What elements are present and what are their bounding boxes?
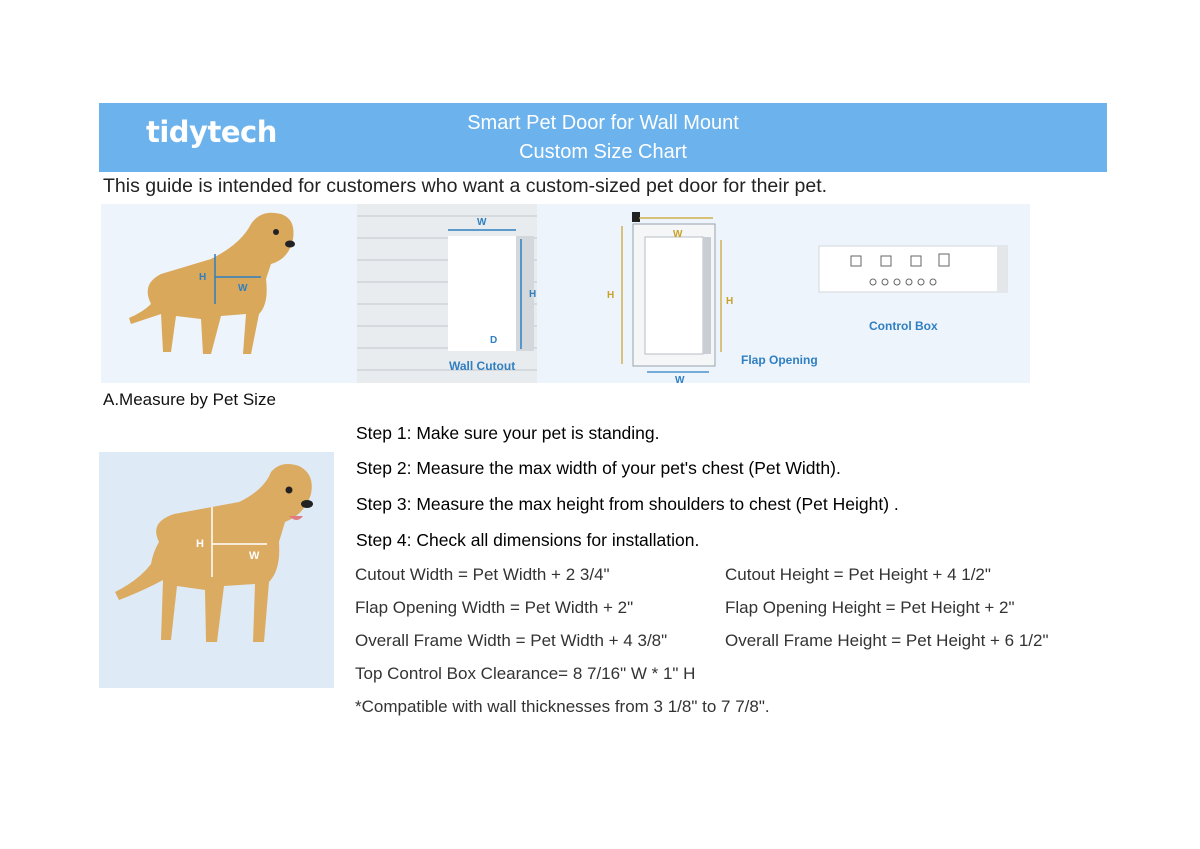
step-2: Step 2: Measure the max width of your pet's chest (Pet Width).	[356, 458, 841, 478]
dog-w-label: W	[238, 283, 248, 294]
step-4: Step 4: Check all dimensions for installation.	[356, 530, 700, 550]
wall-d-label: D	[490, 335, 498, 346]
wall-cutout-caption: Wall Cutout	[449, 359, 516, 373]
frame-width-formula: Overall Frame Width = Pet Width + 4 3/8"	[355, 631, 668, 650]
wall-cutout-diagram	[357, 204, 537, 383]
control-box-caption: Control Box	[869, 319, 938, 333]
diagram-strip	[101, 204, 1030, 383]
compatibility-note: *Compatible with wall thicknesses from 3 1/8" to 7 7/8".	[355, 697, 770, 716]
header-banner	[99, 103, 1107, 172]
page-subtitle: Custom Size Chart	[519, 141, 687, 163]
wall-w-label: W	[477, 217, 487, 228]
frame-w-bottom-label: W	[675, 375, 685, 383]
frame-h-inner-label: H	[726, 296, 734, 307]
dog-h-label: H	[199, 272, 207, 283]
wall-h-label: H	[529, 289, 537, 300]
control-box-diagram	[819, 246, 1007, 292]
large-dog-panel	[99, 452, 334, 688]
page-title: Smart Pet Door for Wall Mount	[467, 112, 739, 134]
step-3: Step 3: Measure the max height from shoulders to chest (Pet Height) .	[356, 494, 899, 514]
frame-height-formula: Overall Frame Height = Pet Height + 6 1/2"	[725, 631, 1049, 650]
large-dog-w-label: W	[249, 550, 260, 562]
cutout-width-formula: Cutout Width = Pet Width + 2 3/4"	[355, 565, 610, 584]
brand-logo: tidytech	[146, 115, 277, 149]
flap-opening-caption: Flap Opening	[741, 353, 818, 367]
cutout-height-formula: Cutout Height = Pet Height + 4 1/2"	[725, 565, 991, 584]
frame-w-top-label: W	[673, 229, 683, 240]
control-box-clearance: Top Control Box Clearance= 8 7/16" W * 1" H	[355, 664, 696, 683]
frame-h-outer-label: H	[607, 290, 615, 301]
large-dog-h-label: H	[196, 538, 204, 550]
section-heading: A.Measure by Pet Size	[103, 390, 276, 409]
large-dog-illustration	[115, 464, 313, 642]
dog-illustration	[129, 213, 295, 354]
step-1: Step 1: Make sure your pet is standing.	[356, 423, 660, 443]
flap-height-formula: Flap Opening Height = Pet Height + 2"	[725, 598, 1015, 617]
flap-width-formula: Flap Opening Width = Pet Width + 2"	[355, 598, 634, 617]
intro-text: This guide is intended for customers who want a custom-sized pet door for their pet.	[103, 175, 828, 197]
